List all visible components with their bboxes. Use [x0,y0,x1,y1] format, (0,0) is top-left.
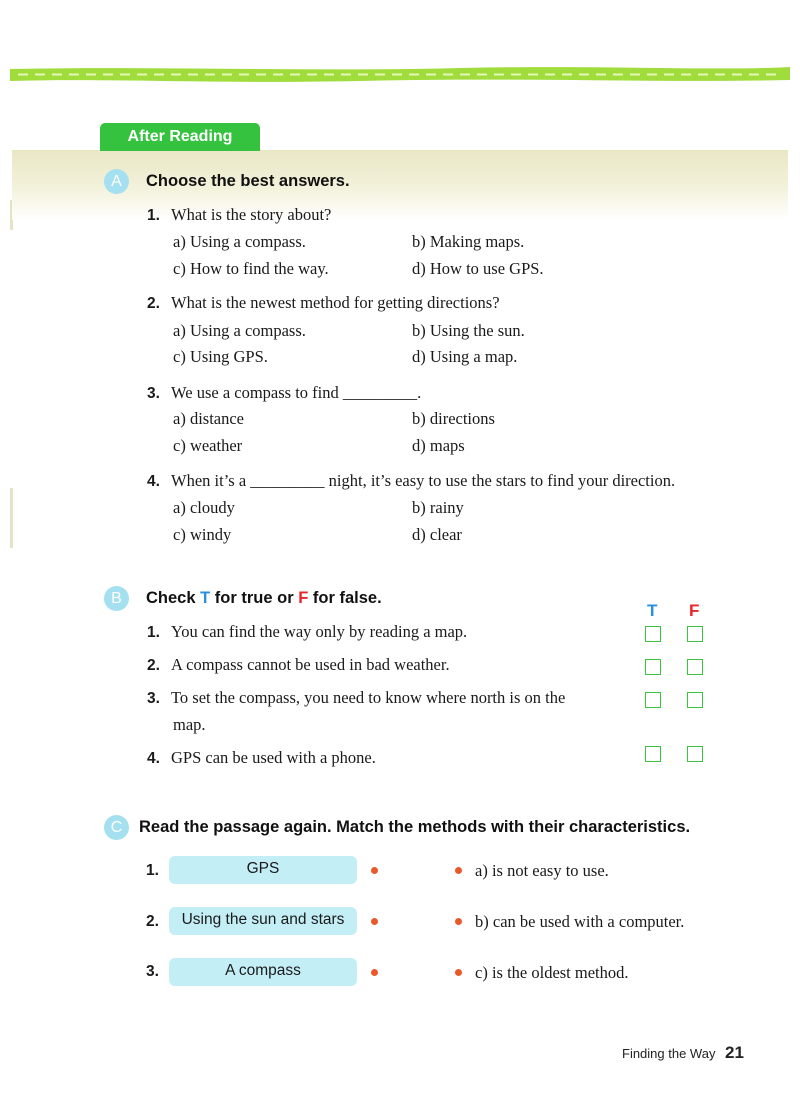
method-number: 3. [146,963,159,980]
page-number: 21 [725,1043,744,1062]
question-number: 2. [147,295,160,312]
question-number: 3. [147,385,160,402]
answer-option[interactable]: b) directions [412,409,495,428]
characteristic-text: b) can be used with a computer. [475,912,685,931]
statement-text: A compass cannot be used in bad weather. [171,655,450,674]
section-b-title: Check T for true or F for false. [146,589,382,607]
answer-option[interactable]: a) cloudy [173,498,235,517]
answer-option[interactable]: c) How to find the way. [173,259,329,278]
statement-text: GPS can be used with a phone. [171,748,376,767]
method-number: 2. [146,913,159,930]
answer-option[interactable]: b) Making maps. [412,232,525,251]
method-label[interactable]: GPS [169,856,357,884]
match-dot-right[interactable] [455,918,462,925]
top-decorative-band [10,65,790,85]
method-label[interactable]: Using the sun and stars [169,907,357,935]
question-text: We use a compass to find _________. [171,383,422,402]
statement-text: You can find the way only by reading a map. [171,622,468,641]
statement-number: 4. [147,750,160,767]
question-number: 1. [147,207,160,224]
statement-number: 1. [147,624,160,641]
after-reading-tab: After Reading [100,123,260,151]
answer-option[interactable]: d) How to use GPS. [412,259,544,278]
true-checkbox[interactable] [645,626,661,642]
section-c-badge: C [104,815,129,840]
false-checkbox[interactable] [687,659,703,675]
question-text: What is the newest method for getting directions? [171,293,500,312]
false-column-header: F [689,601,700,620]
answer-option[interactable]: d) maps [412,436,465,455]
margin-mark [10,488,13,548]
method-label[interactable]: A compass [169,958,357,986]
characteristic-text: c) is the oldest method. [475,963,629,982]
false-checkbox[interactable] [687,626,703,642]
section-b-badge: B [104,586,129,611]
false-checkbox[interactable] [687,746,703,762]
true-checkbox[interactable] [645,746,661,762]
answer-option[interactable]: c) Using GPS. [173,347,268,366]
statement-text: To set the compass, you need to know where north is on the [171,688,566,707]
false-checkbox[interactable] [687,692,703,708]
answer-option[interactable]: a) Using a compass. [173,321,306,340]
answer-option[interactable]: c) weather [173,436,243,455]
match-dot-right[interactable] [455,867,462,874]
question-text: What is the story about? [171,205,332,224]
true-checkbox[interactable] [645,659,661,675]
question-number: 4. [147,473,160,490]
answer-option[interactable]: b) Using the sun. [412,321,525,340]
match-dot-left[interactable] [371,918,378,925]
answer-option[interactable]: a) distance [173,409,245,428]
true-column-header: T [647,601,658,620]
question-text: When it’s a _________ night, it’s easy to use the stars to find your direction. [171,471,676,490]
statement-text-continued: map. [173,715,206,734]
statement-number: 3. [147,690,160,707]
section-c-title: Read the passage again. Match the methods with their characteristics. [139,818,691,836]
section-a-badge: A [104,169,129,194]
answer-option[interactable]: c) windy [173,525,232,544]
statement-number: 2. [147,657,160,674]
footer-unit-title: Finding the Way [622,1046,716,1061]
answer-option[interactable]: a) Using a compass. [173,232,306,251]
true-checkbox[interactable] [645,692,661,708]
answer-option[interactable]: b) rainy [412,498,464,517]
answer-option[interactable]: d) clear [412,525,462,544]
section-a-title: Choose the best answers. [146,172,350,190]
answer-option[interactable]: d) Using a map. [412,347,518,366]
method-number: 1. [146,862,159,879]
match-dot-left[interactable] [371,969,378,976]
characteristic-text: a) is not easy to use. [475,861,609,880]
match-dot-right[interactable] [455,969,462,976]
match-dot-left[interactable] [371,867,378,874]
